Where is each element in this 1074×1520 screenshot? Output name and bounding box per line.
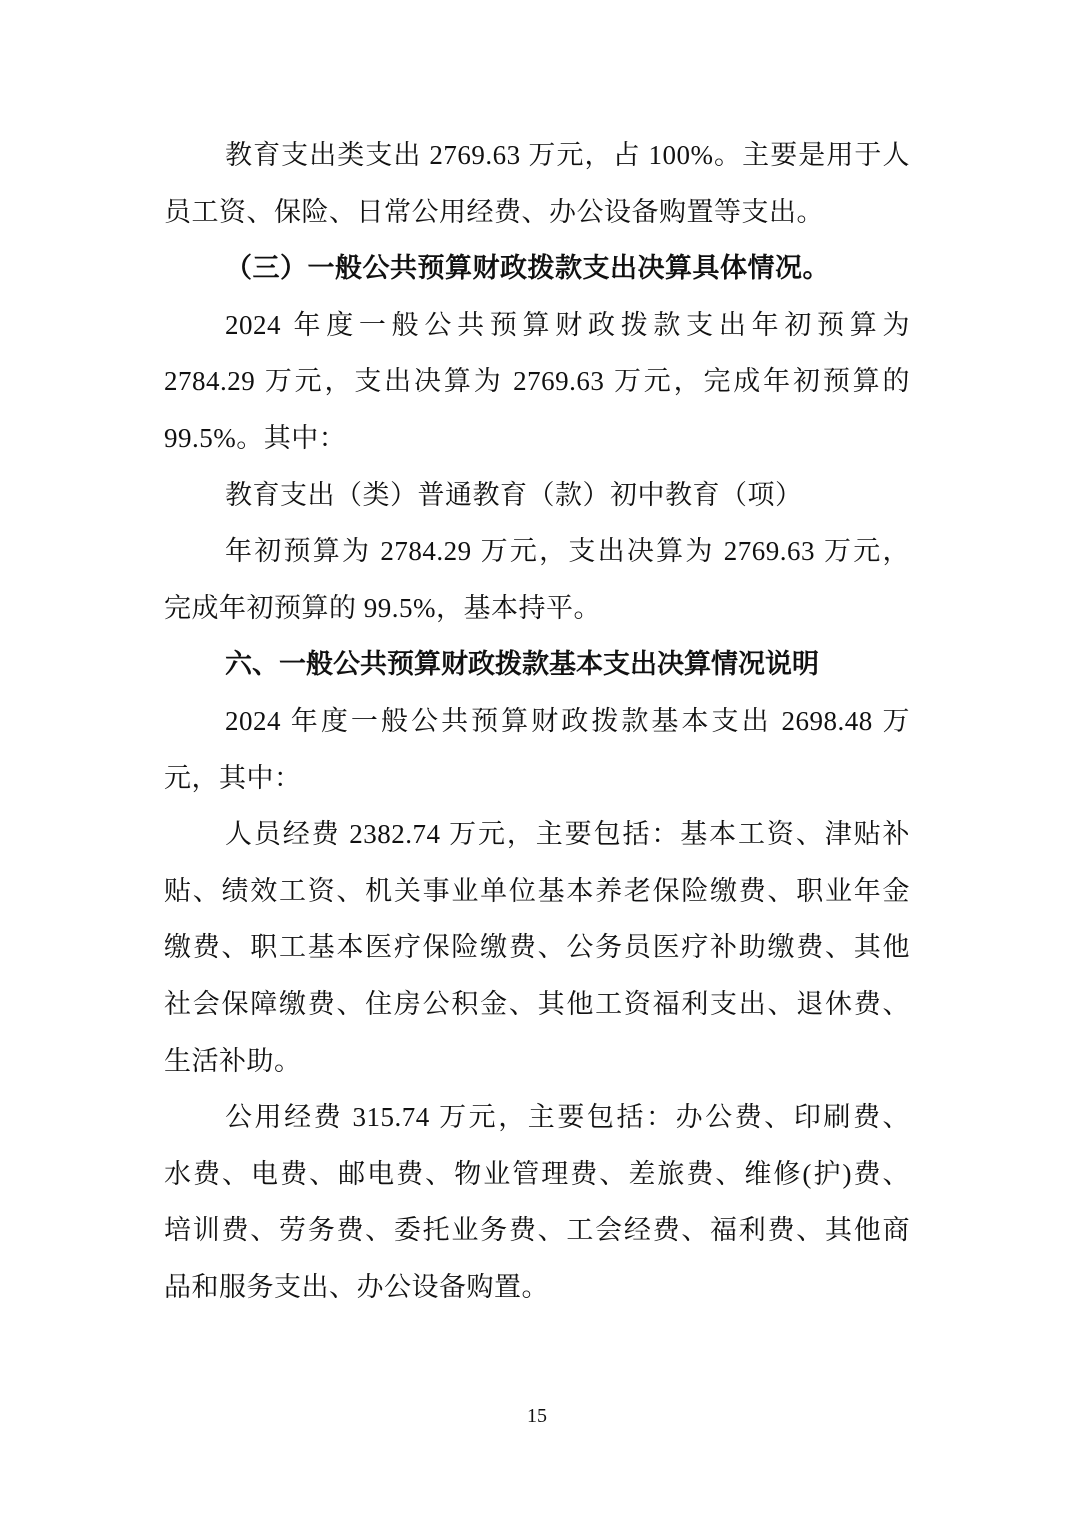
paragraph-basic-expenditure (164, 693, 910, 806)
paragraph-line: 人员经费 2382.74 万元，主要包括：基本工资、津贴补 (225, 819, 910, 850)
paragraph-line: 教育支出（类）普通教育（款）初中教育（项） (225, 479, 803, 510)
paragraph-line: 教育支出类支出 2769.63 万元，占 100%。主要是用于人 (225, 140, 910, 170)
paragraph-personnel-funds (164, 806, 910, 1089)
paragraph-line: 年初预算为 2784.29 万元，支出决算为 2769.63 万元， (225, 536, 910, 567)
heading-line: 六、一般公共预算财政拨款基本支出决算情况说明 (225, 649, 819, 680)
paragraph-line: 水费、电费、邮电费、物业管理费、差旅费、维修(护)费、 (164, 1158, 910, 1189)
paragraph-line: 生活补助。 (164, 1045, 302, 1076)
paragraph-subject-detail (164, 523, 910, 636)
document-body (164, 127, 910, 1315)
paragraph-line: 员工资、保险、日常公用经费、办公设备购置等支出。 (164, 196, 824, 227)
heading-section-3 (164, 240, 910, 297)
paragraph-line: 公用经费 315.74 万元，主要包括：办公费、印刷费、 (225, 1102, 910, 1133)
paragraph-education-expenditure-class (164, 127, 910, 240)
paragraph-line: 2024 年度一般公共预算财政拨款支出年初预算为 (225, 309, 910, 340)
paragraph-subject-classification (164, 467, 910, 524)
heading-line: （三）一般公共预算财政拨款支出决算具体情况。 (225, 253, 830, 284)
paragraph-budget-vs-final (164, 297, 910, 467)
paragraph-line: 2784.29 万元，支出决算为 2769.63 万元，完成年初预算的 (164, 366, 910, 397)
paragraph-line: 元，其中： (164, 762, 302, 793)
paragraph-line: 贴、绩效工资、机关事业单位基本养老保险缴费、职业年金 (164, 875, 910, 906)
page-number: 15 (527, 1405, 547, 1427)
paragraph-line: 培训费、劳务费、委托业务费、工会经费、福利费、其他商 (164, 1215, 910, 1246)
paragraph-line: 99.5%。其中： (164, 422, 347, 453)
paragraph-line: 社会保障缴费、住房公积金、其他工资福利支出、退休费、 (164, 988, 910, 1019)
paragraph-line: 完成年初预算的 99.5%，基本持平。 (164, 592, 601, 623)
heading-section-6 (164, 636, 910, 693)
paragraph-line: 品和服务支出、办公设备购置。 (164, 1271, 549, 1302)
paragraph-line: 缴费、职工基本医疗保险缴费、公务员医疗补助缴费、其他 (164, 932, 910, 963)
paragraph-public-funds (164, 1089, 910, 1315)
paragraph-line: 2024 年度一般公共预算财政拨款基本支出 2698.48 万 (225, 705, 910, 736)
